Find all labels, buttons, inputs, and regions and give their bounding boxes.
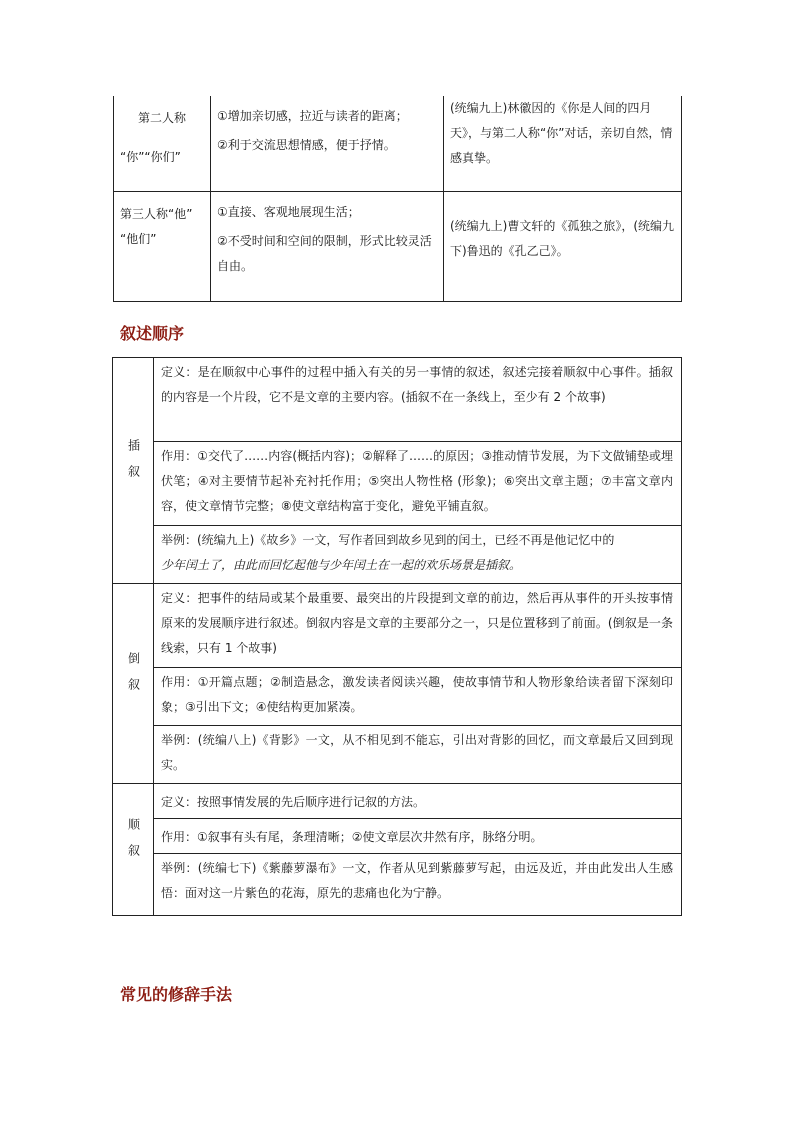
example-cell: 举例：(统编七下)《紫藤萝瀑布》一文，作者从见到紫藤萝写起，由远及近，并由此发出人生感悟：面对这一片紫色的花海，原先的悲痛也化为宁静。	[154, 854, 682, 916]
person-name-cell	[114, 96, 211, 192]
table-row	[113, 726, 682, 784]
narrative-order-table	[112, 357, 682, 916]
person-name-line2: “你”“你们”	[120, 150, 181, 164]
table-row	[114, 96, 682, 192]
person-name-line1: 第二人称	[137, 111, 186, 125]
example-text-continued: 少年闰土了，由此而回忆起他与少年闰土在一起的欢乐场景是插叙。	[161, 558, 522, 572]
narrative-type-label	[113, 784, 154, 916]
table-row	[114, 192, 682, 302]
narrative-type-label	[113, 584, 154, 784]
example-cell: 举例：(统编八上)《背影》一文，从不相见到不能忘，引出对背影的回忆，而文章最后又回到现实。	[154, 726, 682, 784]
effect-item: ②利于交流思想情感，便于抒情。	[217, 138, 396, 152]
section-title-narrative-order: 叙述顺序	[120, 324, 185, 343]
narrative-type-label	[113, 358, 154, 584]
table-row	[113, 784, 682, 819]
function-cell: 作用：①开篇点题；②制造悬念，激发读者阅读兴趣，使故事情节和人物形象给读者留下深刻印象；③引出下文；④使结构更加紧凑。	[154, 668, 682, 726]
section-title-rhetoric: 常见的修辞手法	[120, 985, 233, 1004]
definition-cell: 定义：按照事情发展的先后顺序进行记叙的方法。	[154, 784, 682, 819]
table-row	[113, 526, 682, 584]
effects-cell	[211, 96, 444, 192]
function-cell: 作用：①叙事有头有尾，条理清晰；②使文章层次井然有序，脉络分明。	[154, 819, 682, 854]
label-text: 顺叙	[126, 818, 141, 870]
person-name-line1: 第三人称“他”	[120, 207, 193, 221]
effect-item: ①增加亲切感，拉近与读者的距离；	[217, 109, 408, 123]
table-row	[113, 358, 682, 442]
table-row	[113, 819, 682, 854]
definition-cell: 定义：是在顺叙中心事件的过程中插入有关的另一事情的叙述，叙述完接着顺叙中心事件。插叙的内容是一个片段，它不是文章的主要内容。(插叙不在一条线上，至少有 2 个故事)	[154, 358, 682, 442]
example-cell	[154, 526, 682, 584]
effects-cell	[211, 192, 444, 302]
label-text: 倒叙	[126, 652, 141, 704]
example-cell	[444, 96, 682, 192]
table-row	[113, 668, 682, 726]
table-row	[113, 854, 682, 916]
person-name-line2: “他们”	[120, 232, 157, 246]
person-name-cell	[114, 192, 211, 302]
example-text: (统编九上)曹文轩的《孤独之旅》，(统编九下)鲁迅的《孔乙己》。	[450, 219, 675, 258]
example-cell	[444, 192, 682, 302]
effect-item: ②不受时间和空间的限制，形式比较灵活自由。	[217, 234, 432, 273]
table-row	[113, 584, 682, 668]
person-perspective-table	[113, 96, 682, 302]
label-text: 插叙	[126, 439, 141, 491]
function-cell: 作用：①交代了……内容(概括内容)；②解释了……的原因；③推动情节发展，为下文做铺垫或埋伏笔；④对主要情节起补充衬托作用；⑤突出人物性格 (形象)；⑥突出文章主题；⑦丰富文章内容，使文章情节完整；⑧使文章结构富于变化，避免平铺直叙。	[154, 442, 682, 526]
definition-cell: 定义：把事件的结局或某个最重要、最突出的片段提到文章的前边，然后再从事件的开头按事情原来的发展顺序进行叙述。倒叙内容是文章的主要部分之一，只是位置移到了前面。(倒叙是一条线索，只有 1 个故事)	[154, 584, 682, 668]
table-row	[113, 442, 682, 526]
effect-item: ①直接、客观地展现生活；	[217, 205, 360, 219]
example-text: 举例：(统编九上)《故乡》一文，写作者回到故乡见到的闰土，已经不再是他记忆中的	[161, 533, 615, 547]
example-text: (统编九上)林徽因的《你是人间的四月天》，与第二人称“你”对话，亲切自然，情感真挚。	[450, 101, 673, 165]
